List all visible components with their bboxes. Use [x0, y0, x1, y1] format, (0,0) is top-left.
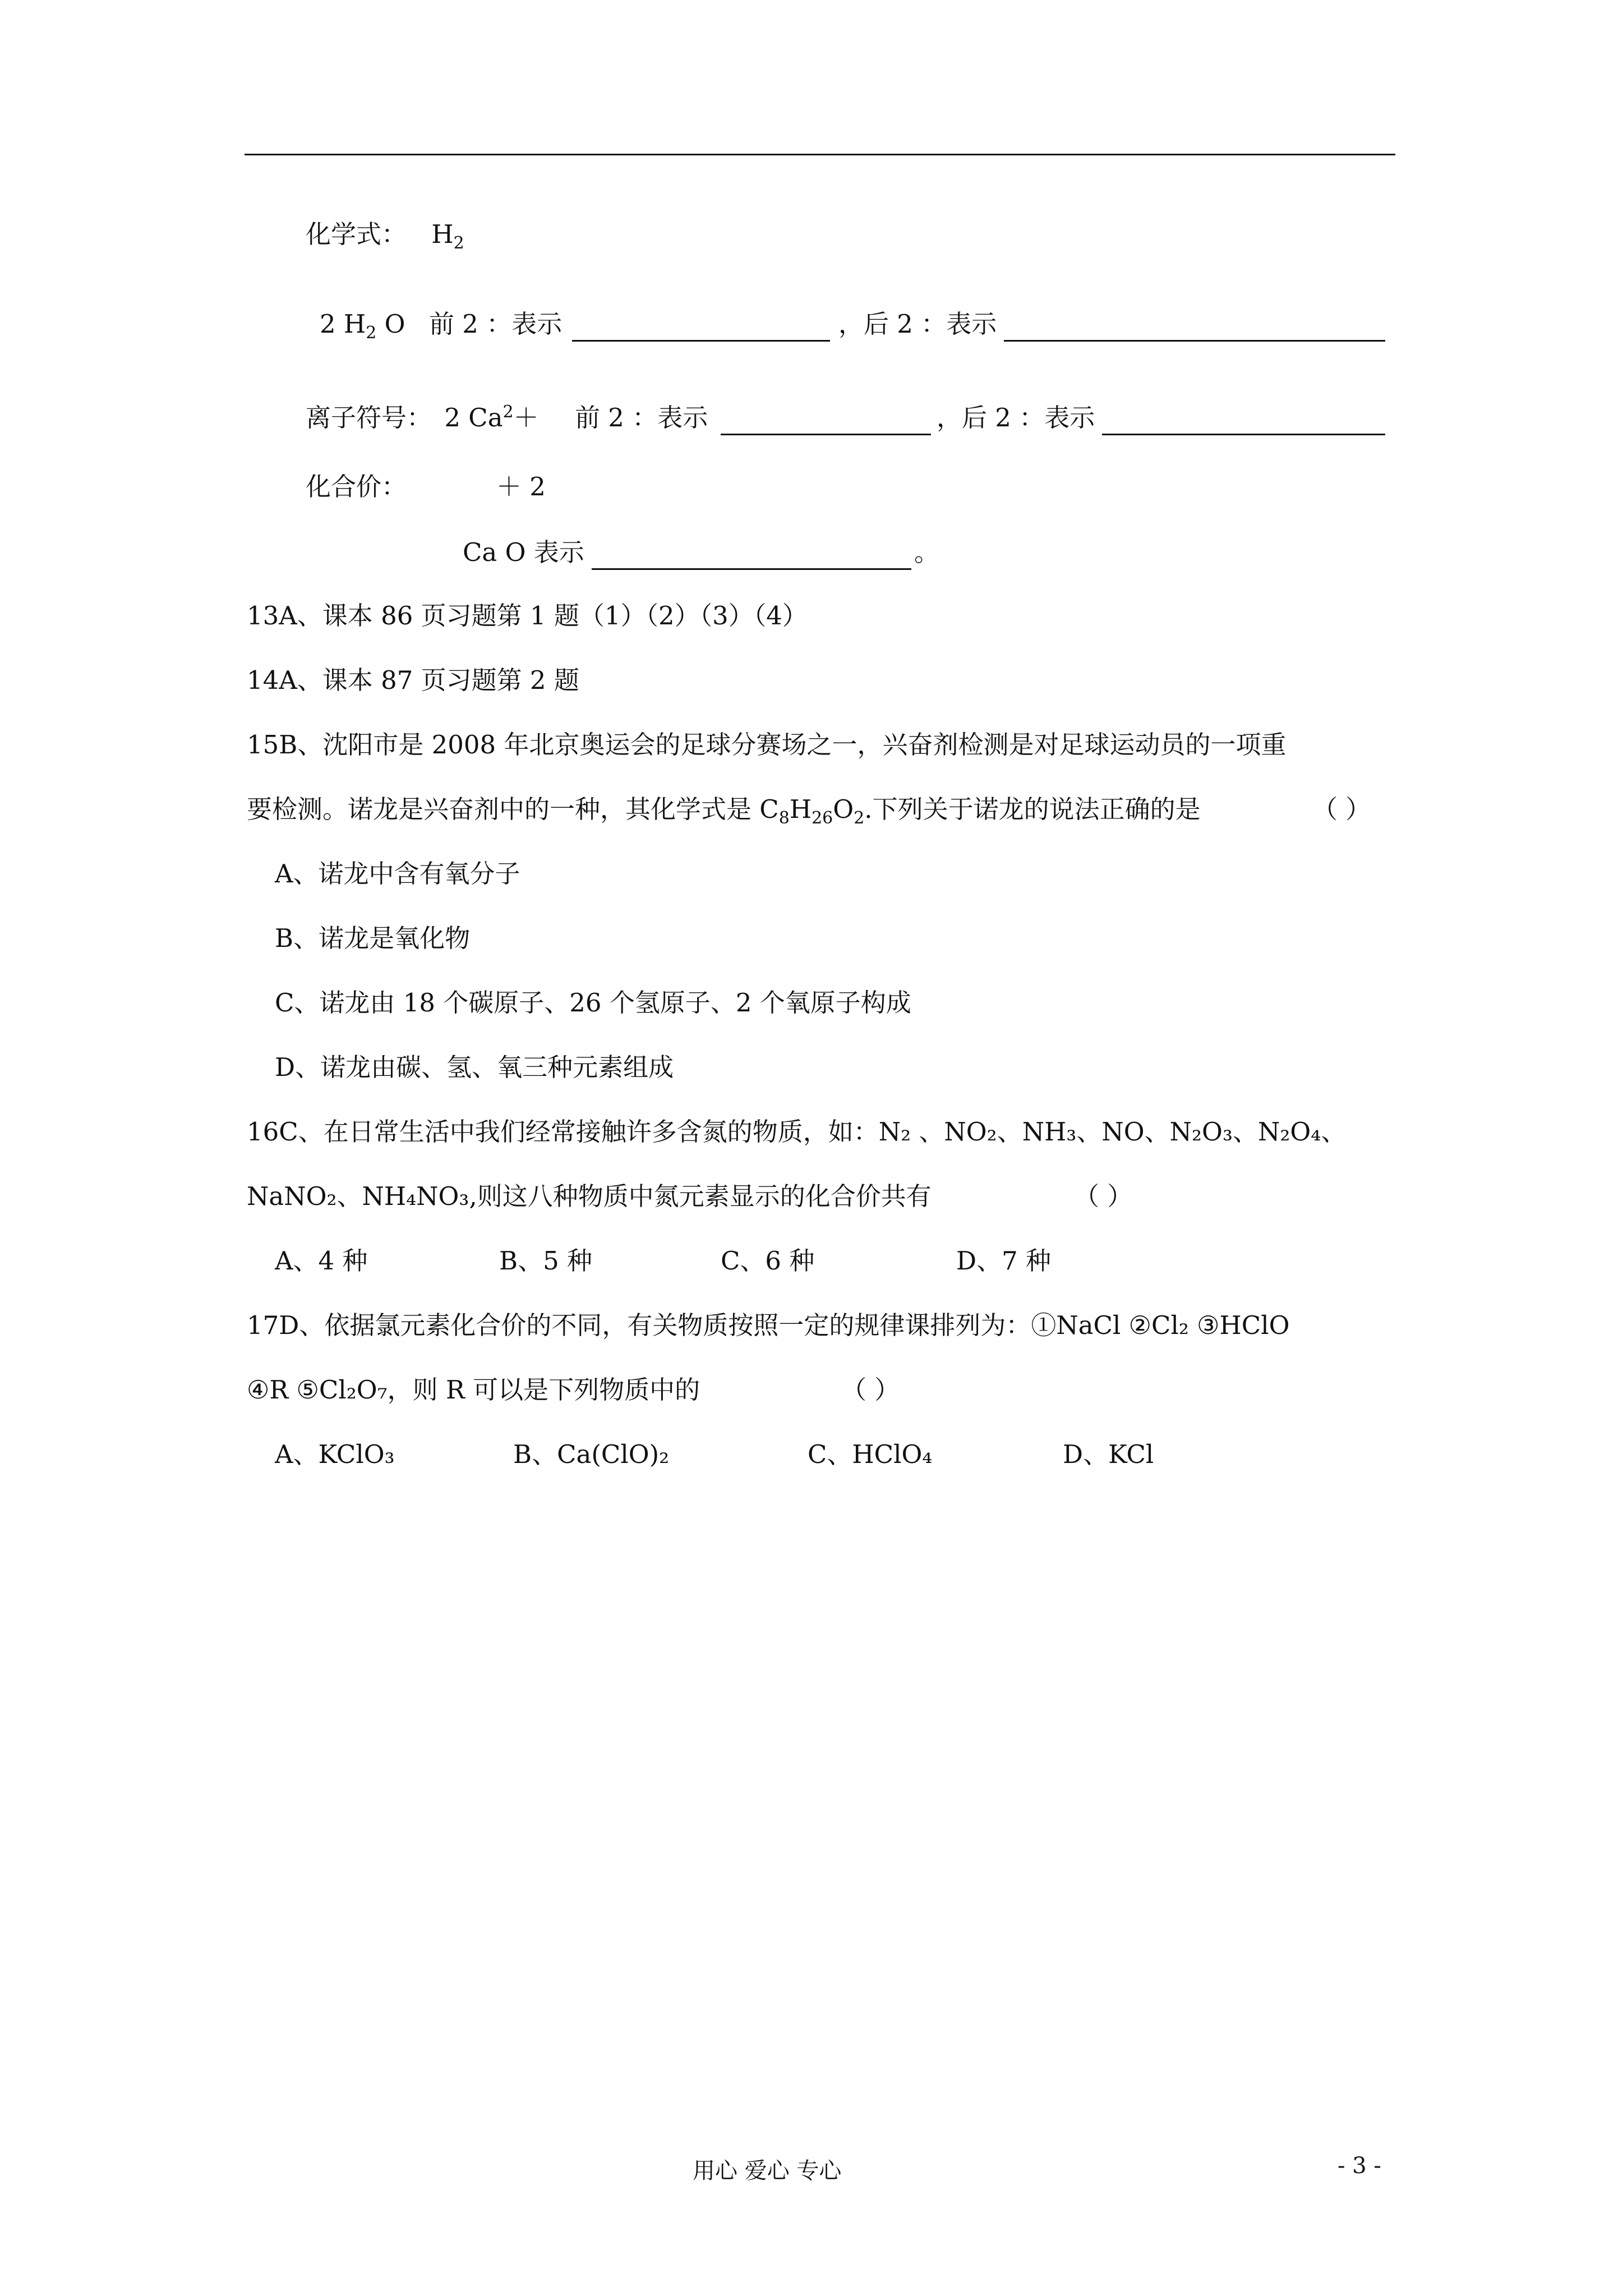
q16-option-d: D、7 种: [956, 1246, 1052, 1276]
question-16-line2: NaNO₂、NH₄NO₃,则这八种物质中氮元素显示的化合价共有: [247, 1181, 932, 1211]
q15-option-d: D、诺龙由碳、氢、氧三种元素组成: [275, 1052, 674, 1082]
h2o-formula: [320, 307, 405, 341]
chem-formula-sub: 2: [453, 233, 464, 253]
q15-sub1: 8: [778, 808, 790, 828]
q15-sub2: 26: [811, 808, 833, 828]
h2o-front-blank[interactable]: [572, 318, 830, 344]
q16-option-c: C、6 种: [721, 1246, 815, 1276]
q17-option-d: D、KCl: [1063, 1439, 1154, 1469]
h2o-sub: 2: [366, 323, 377, 343]
question-17-line2: ④R ⑤Cl₂O₇，则 R 可以是下列物质中的: [247, 1375, 700, 1405]
q16-option-b: B、5 种: [499, 1246, 593, 1276]
ion-line: [306, 401, 539, 435]
h2o-back-blank[interactable]: [1004, 318, 1385, 344]
chem-formula-line: [306, 218, 464, 251]
ion-back-blank[interactable]: [1102, 411, 1385, 438]
q17-option-a: A、KClO₃: [275, 1439, 395, 1469]
question-13: 13A、课本 86 页习题第 1 题（1）（2）（3）（4）: [247, 601, 808, 631]
header-rule: [245, 154, 1395, 155]
ion-plus: ＋: [513, 403, 539, 432]
q15-option-a: A、诺龙中含有氧分子: [275, 859, 520, 889]
q16-option-a: A、4 种: [275, 1246, 368, 1276]
cao-period: 。: [914, 537, 940, 567]
h2o-back-label: ，后 2 ：表示: [838, 309, 997, 339]
ion-back-label: ，后 2 ：表示: [937, 403, 1095, 432]
q15-text-a: 要检测。诺龙是兴奋剂中的一种，其化学式是 C: [247, 794, 779, 824]
valence-label: 化合价：: [306, 472, 407, 501]
question-17-answer-paren[interactable]: （ ）: [841, 1375, 900, 1405]
q15-text-b: .下列关于诺龙的说法正确的是: [864, 794, 1201, 824]
cao-label: Ca O 表示: [463, 537, 584, 567]
valence-value: ＋ 2: [496, 472, 546, 501]
ion-sup: 2: [502, 402, 514, 422]
question-14: 14A、课本 87 页习题第 2 题: [247, 665, 579, 695]
q15-sub3: 2: [854, 808, 865, 828]
q15-option-c: C、诺龙由 18 个碳原子、26 个氢原子、2 个氧原子构成: [275, 988, 911, 1018]
q15-h: H: [789, 794, 812, 824]
cao-blank[interactable]: [592, 546, 911, 572]
h2o-o: O: [376, 309, 405, 339]
q15-option-b: B、诺龙是氧化物: [275, 923, 471, 953]
page-number: - 3 -: [1338, 2153, 1381, 2179]
h2o-coef: 2 H: [320, 309, 366, 339]
ion-coef: 2 Ca: [444, 403, 503, 432]
question-15-line2: [247, 793, 1201, 826]
q15-o: O: [833, 794, 854, 824]
ion-front-label: 前 2 ：表示: [575, 403, 708, 432]
question-17-line1: 17D、依据氯元素化合价的不同，有关物质按照一定的规律课排列为：①NaCl ②Cl₂ ③HClO: [247, 1310, 1290, 1340]
question-16-answer-paren[interactable]: （ ）: [1074, 1181, 1133, 1211]
question-15-answer-paren[interactable]: （ ）: [1312, 794, 1371, 824]
footer-motto: 用心 爱心 专心: [693, 2158, 842, 2184]
q17-option-c: C、HClO₄: [808, 1439, 933, 1469]
h2o-front-label: 前 2 ：表示: [429, 309, 562, 339]
ion-front-blank[interactable]: [721, 411, 931, 438]
ion-label: 离子符号：: [306, 403, 432, 432]
chem-formula-h: H: [431, 219, 454, 249]
chem-formula-label: 化学式：: [306, 219, 407, 249]
question-16-line1: 16C、在日常生活中我们经常接触许多含氮的物质，如：N₂ 、NO₂、NH₃、NO、N₂O₃、N₂O₄、: [247, 1117, 1347, 1147]
q17-option-b: B、Ca(ClO)₂: [513, 1439, 670, 1469]
question-15-line1: 15B、沈阳市是 2008 年北京奥运会的足球分赛场之一，兴奋剂检测是对足球运动员的一项重: [247, 730, 1287, 760]
